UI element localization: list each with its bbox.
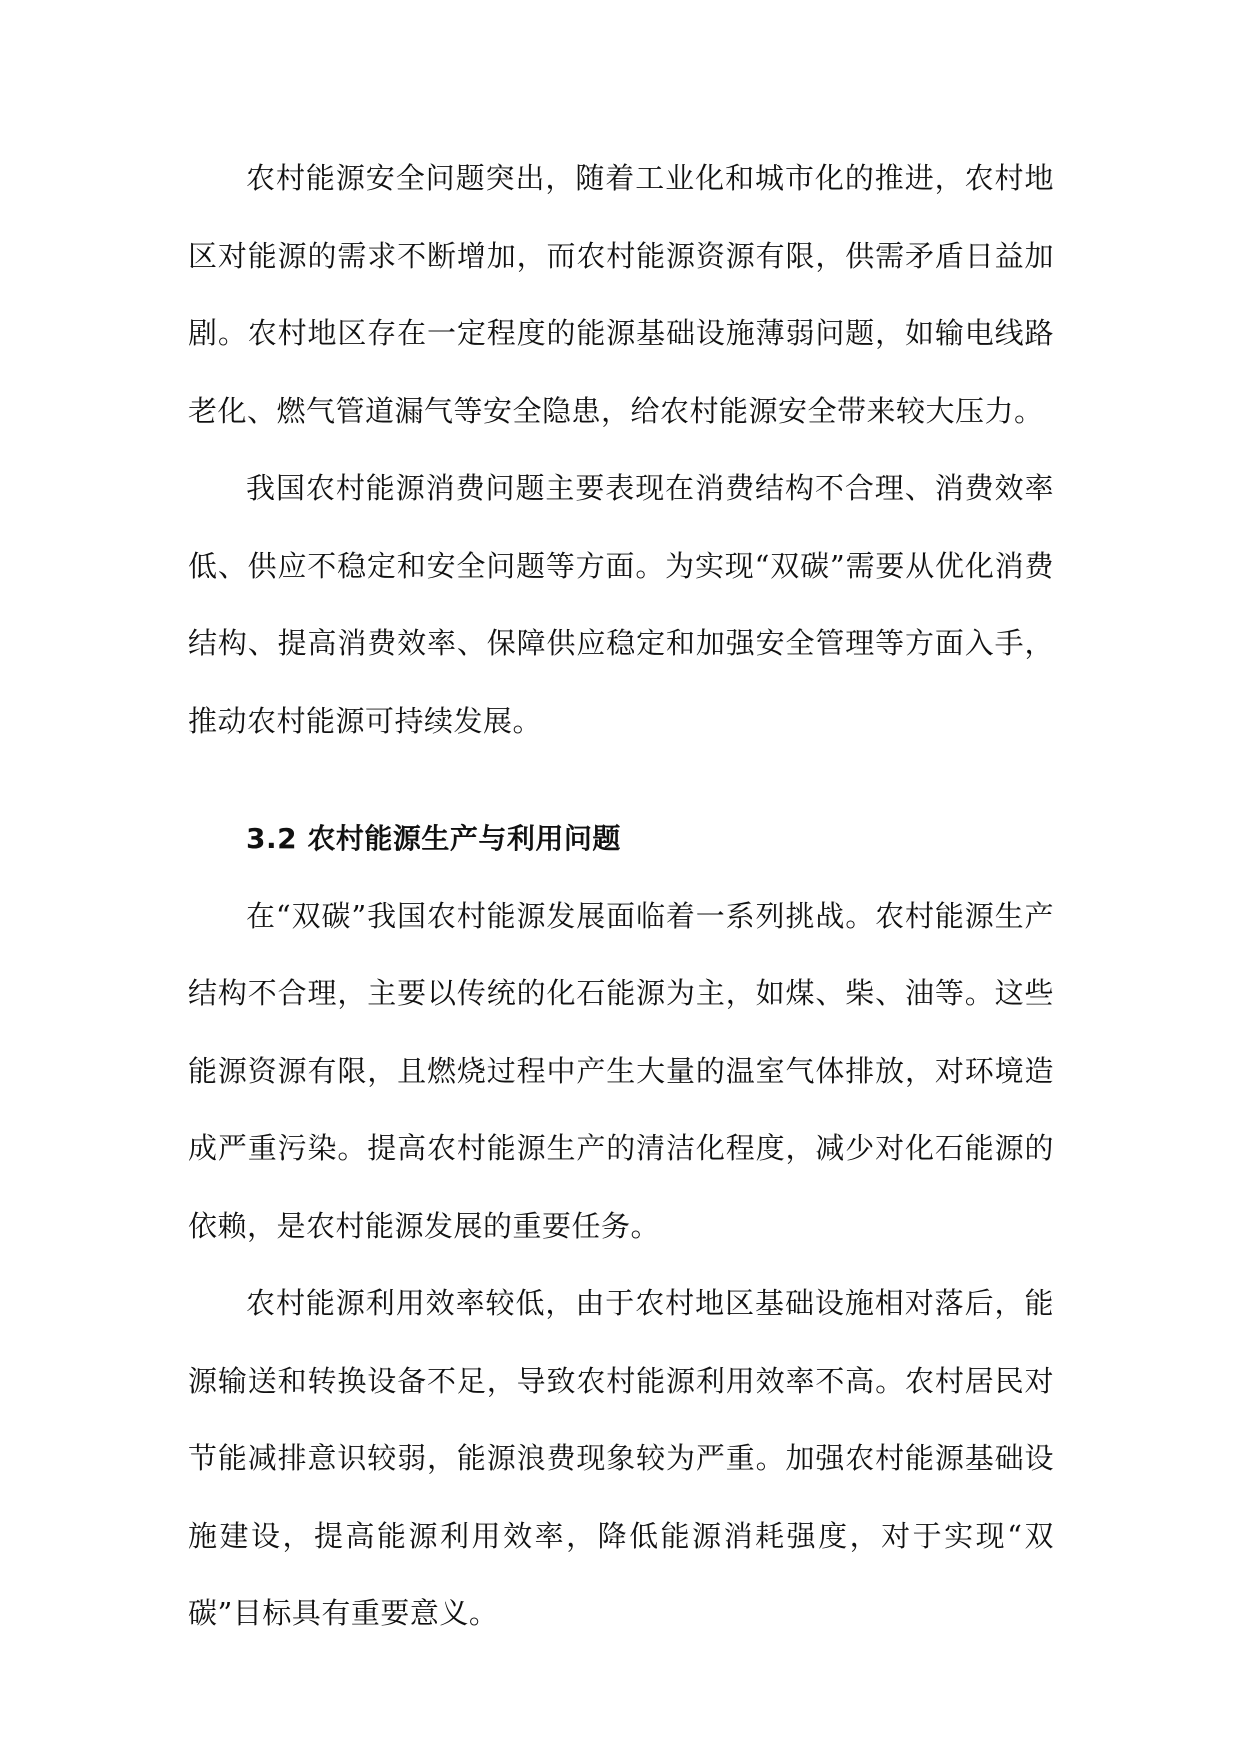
paragraph-energy-efficiency: 农村能源利用效率较低，由于农村地区基础设施相对落后，能源输送和转换设备不足，导致农村能源利用效率不高。农村居民对节能减排意识较弱，能源浪费现象较为严重。加强农村能源基础设施建设，提高能源利用效率，降低能源消耗强度，对于实现“双碳”目标具有重要意义。 — [188, 1286, 1054, 1630]
document-body — [188, 140, 1054, 1653]
paragraph-energy-security: 农村能源安全问题突出，随着工业化和城市化的推进，农村地区对能源的需求不断增加，而农村能源资源有限，供需矛盾日益加剧。农村地区存在一定程度的能源基础设施薄弱问题，如输电线路老化、燃气管道漏气等安全隐患，给农村能源安全带来较大压力。 — [188, 161, 1054, 428]
section-heading: 3.2 农村能源生产与利用问题 — [246, 822, 621, 855]
paragraph-energy-production: 在“双碳”我国农村能源发展面临着一系列挑战。农村能源生产结构不合理，主要以传统的化石能源为主，如煤、柴、油等。这些能源资源有限，且燃烧过程中产生大量的温室气体排放，对环境造成严重污染。提高农村能源生产的清洁化程度，减少对化石能源的依赖，是农村能源发展的重要任务。 — [188, 898, 1054, 1243]
paragraph-energy-consumption: 我国农村能源消费问题主要表现在消费结构不合理、消费效率低、供应不稳定和安全问题等方面。为实现“双碳”需要从优化消费结构、提高消费效率、保障供应稳定和加强安全管理等方面入手，推动农村能源可持续发展。 — [188, 471, 1054, 738]
